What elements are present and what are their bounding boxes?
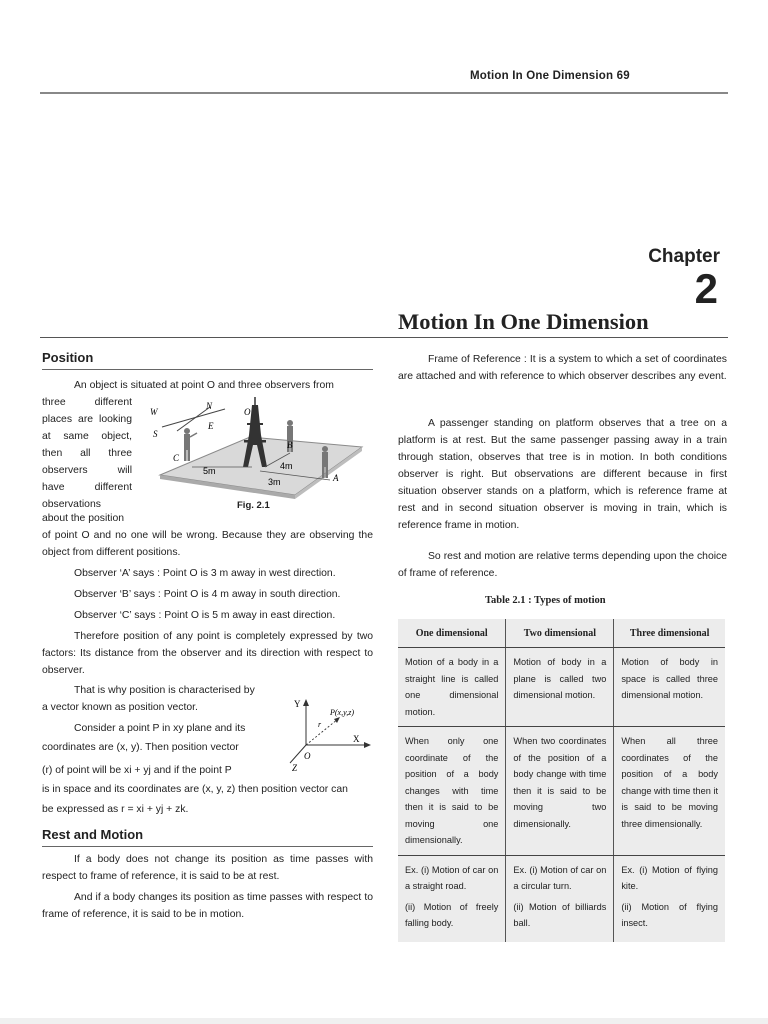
position-vector-line1: That is why position is characterised by: [74, 685, 255, 696]
table-cell: When two coordinates of the position of a body change with time then it is said to be moving two dimensionally.: [506, 727, 614, 856]
vector-arrow-icon: [334, 717, 340, 723]
compass-s: S: [153, 429, 158, 439]
example-2: (ii) Motion of billiards ball.: [513, 901, 607, 928]
consider-line3: (r) of point will be xi + yj and if the point P: [42, 765, 232, 776]
distance-4m-label: 4m: [280, 461, 293, 471]
table-header-cell: Two dimensional: [506, 619, 614, 648]
wrap-line: have different: [42, 482, 132, 493]
point-a-label: A: [333, 473, 339, 483]
distance-5m-label: 5m: [203, 466, 216, 476]
frame-of-reference-paragraph: Frame of Reference : It is a system to which a set of coordinates are attached and with reference to which observer describes any event.: [398, 354, 727, 382]
distance-3m-label: 3m: [268, 477, 281, 487]
table-caption: Table 2.1 : Types of motion: [485, 595, 606, 606]
table-header-cell: One dimensional: [398, 619, 506, 648]
table-cell: When only one coordinate of the position of a body changes with time then it is said to be moving one dimensionally.: [398, 727, 506, 856]
position-wrap-text: [42, 394, 132, 513]
observer-c-icon: [184, 428, 197, 461]
y-arrow-icon: [303, 699, 309, 706]
table-cell: [398, 855, 506, 942]
figure-observers: [140, 395, 375, 510]
example-1: Ex. (i) Motion of car on a straight road.: [405, 864, 499, 891]
origin-label: O: [304, 751, 311, 761]
point-c-label: C: [173, 453, 180, 463]
axis-x-label: X: [353, 734, 360, 744]
consider-line5: be expressed as r = xi + yj + zk.: [42, 804, 189, 815]
position-therefore: Therefore position of any point is completely expressed by two factors: Its distance from the observer and its direction with respect to observer.: [42, 631, 373, 676]
figure-position-vector: [282, 695, 377, 775]
position-continue: of point O and no one will be wrong. Because they are observing the object from different positions.: [42, 530, 373, 558]
motion-paragraph: And if a body changes its position as time passes with respect to frame of reference, it is said to be in motion.: [42, 892, 373, 920]
section-heading-position: Position: [42, 350, 94, 365]
axis-z-label: Z: [292, 763, 298, 773]
position-intro: An object is situated at point O and three observers from: [74, 380, 334, 391]
title-rule: [40, 337, 728, 338]
wrap-line: at same object,: [42, 431, 132, 442]
x-arrow-icon: [364, 742, 371, 748]
table-cell: Motion of body in space is called three dimensional motion.: [614, 648, 725, 727]
compass-we-line: [162, 409, 225, 427]
point-b-label: B: [287, 440, 293, 450]
point-o-label: O: [244, 407, 251, 417]
chapter-title: Motion In One Dimension: [398, 309, 649, 334]
types-of-motion-table: [398, 619, 725, 942]
wrap-line: three different: [42, 397, 132, 408]
position-vector-line: [306, 719, 338, 745]
compass-n: N: [206, 401, 213, 411]
running-head: Motion In One Dimension 69: [470, 70, 630, 82]
observer-a-statement: Observer ‘A’ says : Point O is 3 m away in west direction.: [74, 568, 336, 579]
table-cell: Motion of body in a plane is called two dimensional motion.: [506, 648, 614, 727]
figure-caption: Fig. 2.1: [237, 500, 270, 511]
table-cell: Motion of a body in a straight line is called one dimensional motion.: [398, 648, 506, 727]
compass-e: E: [208, 421, 214, 431]
wrap-line: about the position: [42, 513, 125, 524]
example-2: (ii) Motion of freely falling body.: [405, 901, 499, 928]
wrap-line: places are looking: [42, 414, 132, 425]
position-vector-line2: a vector known as position vector.: [42, 702, 198, 713]
wrap-line: then all three: [42, 448, 132, 459]
observer-c-statement: Observer ‘C’ says : Point O is 5 m away in east direction.: [74, 610, 336, 621]
compass-w: W: [150, 407, 158, 417]
table-header-cell: Three dimensional: [614, 619, 725, 648]
table-cell: When all three coordinates of the position of a body change with time then it is said to be moving three dimensionally.: [614, 727, 725, 856]
section-rule: [42, 369, 373, 370]
chapter-label: Chapter: [648, 246, 720, 267]
passenger-paragraph: A passenger standing on platform observes that a tree on a platform is at rest. But the same passenger passing away in a train through station, observes that tree is in motion. In both conditions observer is right. But observations are different because in first situation observer stands on a platform, which is reference frame at rest and in second situation observer is moving in train, which is reference frame in motion.: [398, 418, 727, 531]
chapter-number: 2: [694, 265, 718, 312]
point-p-label: P(x,y,z): [330, 708, 354, 717]
consider-line4: is in space and its coordinates are (x, y, z) then position vector can: [42, 784, 348, 795]
axis-y-label: Y: [294, 699, 301, 709]
table-cell: [506, 855, 614, 942]
example-1: Ex. (i) Motion of car on a circular turn.: [513, 864, 607, 891]
consider-line2: coordinates are (x, y). Then position vector: [42, 742, 239, 753]
header-rule: [40, 92, 728, 94]
wrap-line: observers will: [42, 465, 132, 476]
table-row: [398, 727, 725, 856]
table-row: [398, 855, 725, 942]
table-row: [398, 648, 725, 727]
observer-b-statement: Observer ‘B’ says : Point O is 4 m away in south direction.: [74, 589, 341, 600]
consider-line1: Consider a point P in xy plane and its: [74, 723, 246, 734]
relative-terms-paragraph: So rest and motion are relative terms depending upon the choice of frame of reference.: [398, 551, 727, 579]
section-rule: [42, 846, 373, 847]
rest-paragraph: If a body does not change its position as time passes with respect to frame of reference, it is said to be at rest.: [42, 854, 373, 882]
page-bottom-strip: [0, 1018, 768, 1024]
wrap-line: observations: [42, 499, 101, 510]
section-heading-rest-motion: Rest and Motion: [42, 827, 144, 842]
example-2: (ii) Motion of flying insect.: [621, 901, 718, 928]
table-header-row: [398, 619, 725, 648]
vector-r-label: r: [318, 720, 322, 729]
example-1: Ex. (i) Motion of flying kite.: [621, 864, 718, 891]
table-cell: [614, 855, 725, 942]
